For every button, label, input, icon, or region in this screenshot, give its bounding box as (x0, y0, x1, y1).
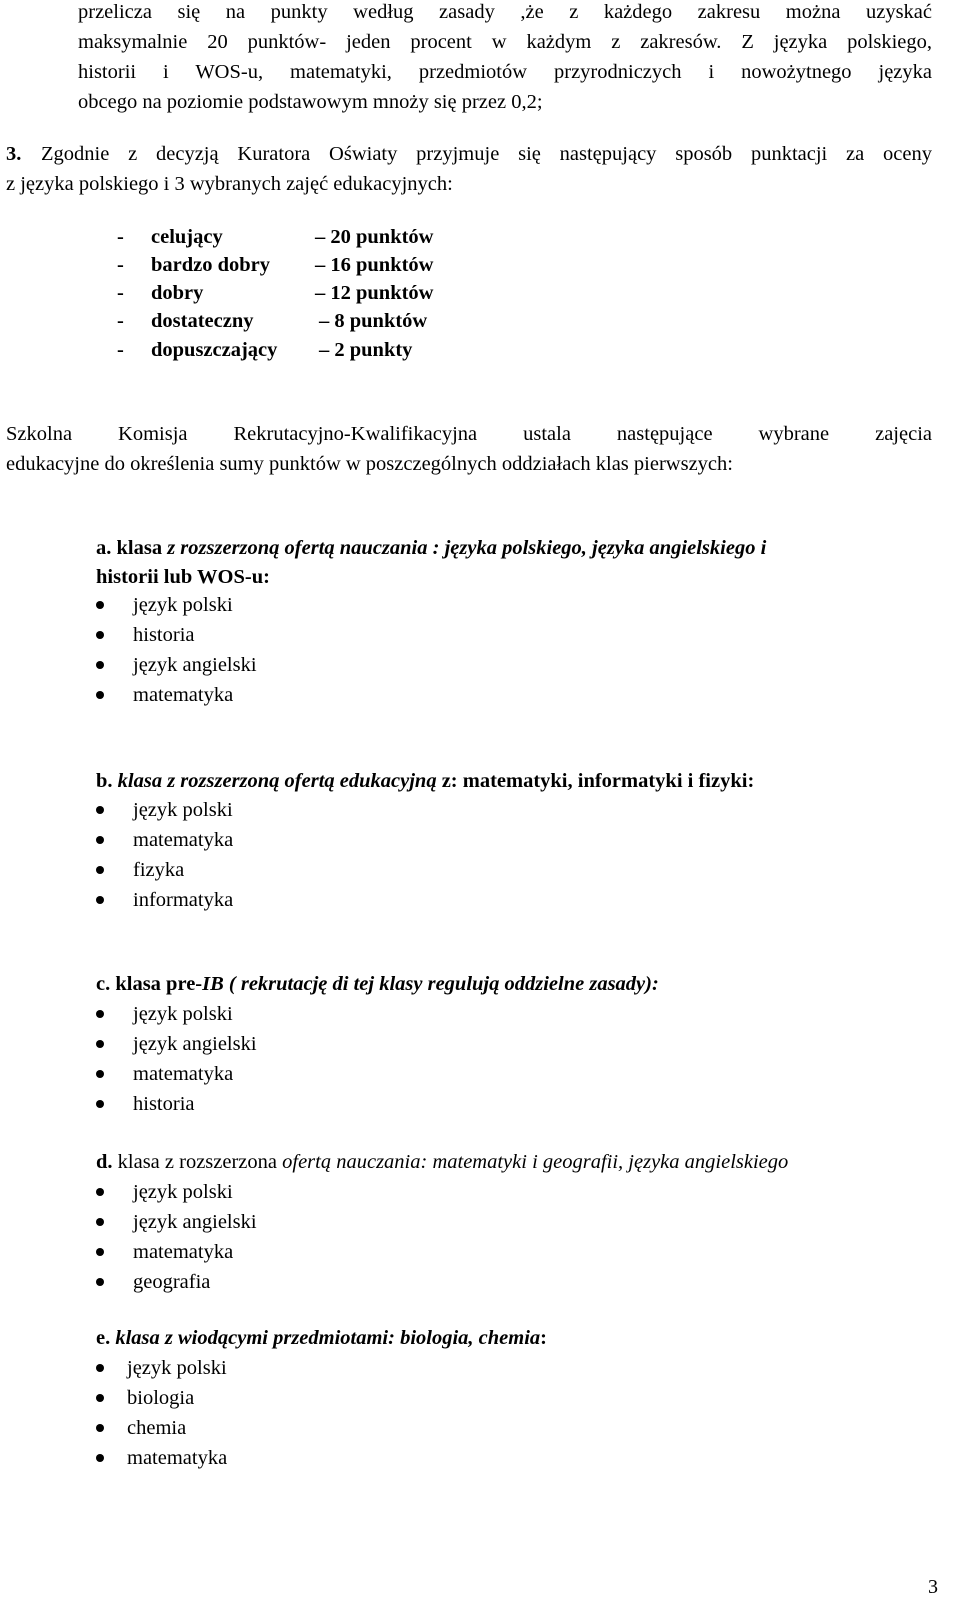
list-item-label: język angielski (133, 654, 257, 676)
bullet-icon (96, 806, 104, 814)
commission-line-2: edukacyjne do określenia sumy punktów w poszczególnych oddziałach klas pierwszych: (6, 453, 733, 475)
commission-line-1: Szkolna Komisja Rekrutacyjno-Kwalifikacyjna ustala następujące wybrane zajęcia (6, 423, 932, 445)
bullet-icon (96, 661, 104, 669)
list-item-label: język angielski (133, 1033, 257, 1055)
page-number: 3 (928, 1576, 938, 1598)
bullet-icon (96, 1100, 104, 1108)
bullet-icon (96, 1278, 104, 1286)
list-item-label: język polski (127, 1357, 227, 1379)
grade-dash: - (117, 254, 124, 276)
list-item-label: biologia (127, 1387, 195, 1409)
class-letter: d. (96, 1151, 113, 1173)
bullet-icon (96, 601, 104, 609)
grade-dash: - (117, 310, 124, 332)
list-item-label: język angielski (133, 1211, 257, 1233)
bullet-icon (96, 1188, 104, 1196)
list-item-label: matematyka (127, 1447, 228, 1469)
list-item-label: chemia (127, 1417, 187, 1439)
class-description: z rozszerzoną ofertą nauczania : języka polskiego, języka angielskiego i (167, 537, 767, 559)
grade-dash: - (117, 226, 124, 248)
grade-points: – 16 punktów (315, 254, 434, 276)
list-item-label: język polski (133, 799, 233, 821)
grade-row (117, 338, 413, 362)
bullet-icon (96, 1218, 104, 1226)
class-e-heading (96, 1326, 547, 1350)
grade-dash: - (117, 339, 124, 361)
class-c-heading (96, 972, 659, 996)
bullet-icon (96, 1010, 104, 1018)
class-d-heading (96, 1150, 788, 1174)
list-item-label: fizyka (133, 859, 185, 881)
list-item-label: historia (133, 1093, 195, 1115)
bullet-icon (96, 1454, 104, 1462)
point-3-number: 3. (6, 143, 22, 165)
bullet-icon (96, 1040, 104, 1048)
list-item-label: geografia (133, 1271, 211, 1293)
class-description: klasa z wiodącymi przedmiotami: biologia, chemia (115, 1327, 541, 1349)
list-item-label: matematyka (133, 1241, 234, 1263)
grade-row (117, 225, 434, 249)
class-letter: e. (96, 1327, 111, 1349)
grade-name: dobry (151, 282, 204, 304)
grade-points: – 12 punktów (315, 282, 434, 304)
class-label: klasa pre- (115, 973, 203, 995)
bullet-icon (96, 896, 104, 904)
grade-name: bardzo dobry (151, 254, 271, 276)
bullet-icon (96, 1248, 104, 1256)
grade-row (117, 281, 434, 305)
list-item-label: matematyka (133, 829, 234, 851)
grade-name: dostateczny (151, 310, 254, 332)
bullet-icon (96, 1364, 104, 1372)
class-subjects: z: matematyki, informatyki i fizyki: (441, 770, 755, 792)
grade-name: celujący (151, 226, 223, 248)
class-a-heading-line-2: historii lub WOS-u: (96, 566, 270, 588)
class-label: klasa (116, 537, 163, 559)
class-a-heading (96, 536, 766, 560)
class-letter: c. (96, 973, 111, 995)
bullet-icon (96, 691, 104, 699)
class-letter: b. (96, 770, 113, 792)
class-description: ofertą nauczania: matematyki i geografii, języka angielskiego (282, 1151, 789, 1173)
bullet-icon (96, 1424, 104, 1432)
list-item-label: matematyka (133, 1063, 234, 1085)
list-item-label: historia (133, 624, 195, 646)
intro-line-1: przelicza się na punkty według zasady ,że z każdego zakresu można uzyskać (78, 1, 932, 23)
intro-line-3: historii i WOS-u, matematyki, przedmiotów przyrodniczych i nowożytnego języka (78, 61, 932, 83)
grade-dash: - (117, 282, 124, 304)
intro-line-2: maksymalnie 20 punktów- jeden procent w każdym z zakresów. Z języka polskiego, (78, 31, 932, 53)
list-item-label: język polski (133, 1003, 233, 1025)
bullet-icon (96, 1394, 104, 1402)
class-colon: : (540, 1327, 547, 1349)
point-3-line-2: z języka polskiego i 3 wybranych zajęć edukacyjnych: (6, 173, 453, 195)
grade-points: – 2 punkty (319, 339, 413, 361)
list-item-label: matematyka (133, 684, 234, 706)
list-item-label: język polski (133, 1181, 233, 1203)
class-description: IB ( rekrutację di tej klasy regulują oddzielne zasady): (202, 973, 659, 995)
grade-name: dopuszczający (151, 339, 278, 361)
class-b-heading (96, 769, 754, 793)
bullet-icon (96, 866, 104, 874)
intro-line-4: obcego na poziomie podstawowym mnoży się przez 0,2; (78, 91, 543, 113)
bullet-icon (96, 836, 104, 844)
grade-row (117, 253, 434, 277)
list-item-label: informatyka (133, 889, 234, 911)
grade-points: – 8 punktów (319, 310, 428, 332)
class-description: klasa z rozszerzoną ofertą edukacyjną (117, 770, 437, 792)
bullet-icon (96, 1070, 104, 1078)
grade-points: – 20 punktów (315, 226, 434, 248)
bullet-icon (96, 631, 104, 639)
class-label: klasa z rozszerzona (117, 1151, 278, 1173)
point-3-line-1: Zgodnie z decyzją Kuratora Oświaty przyjmuje się następujący sposób punktacji za oceny (41, 143, 932, 165)
list-item-label: język polski (133, 594, 233, 616)
class-letter: a. (96, 537, 112, 559)
grade-row (117, 309, 428, 333)
